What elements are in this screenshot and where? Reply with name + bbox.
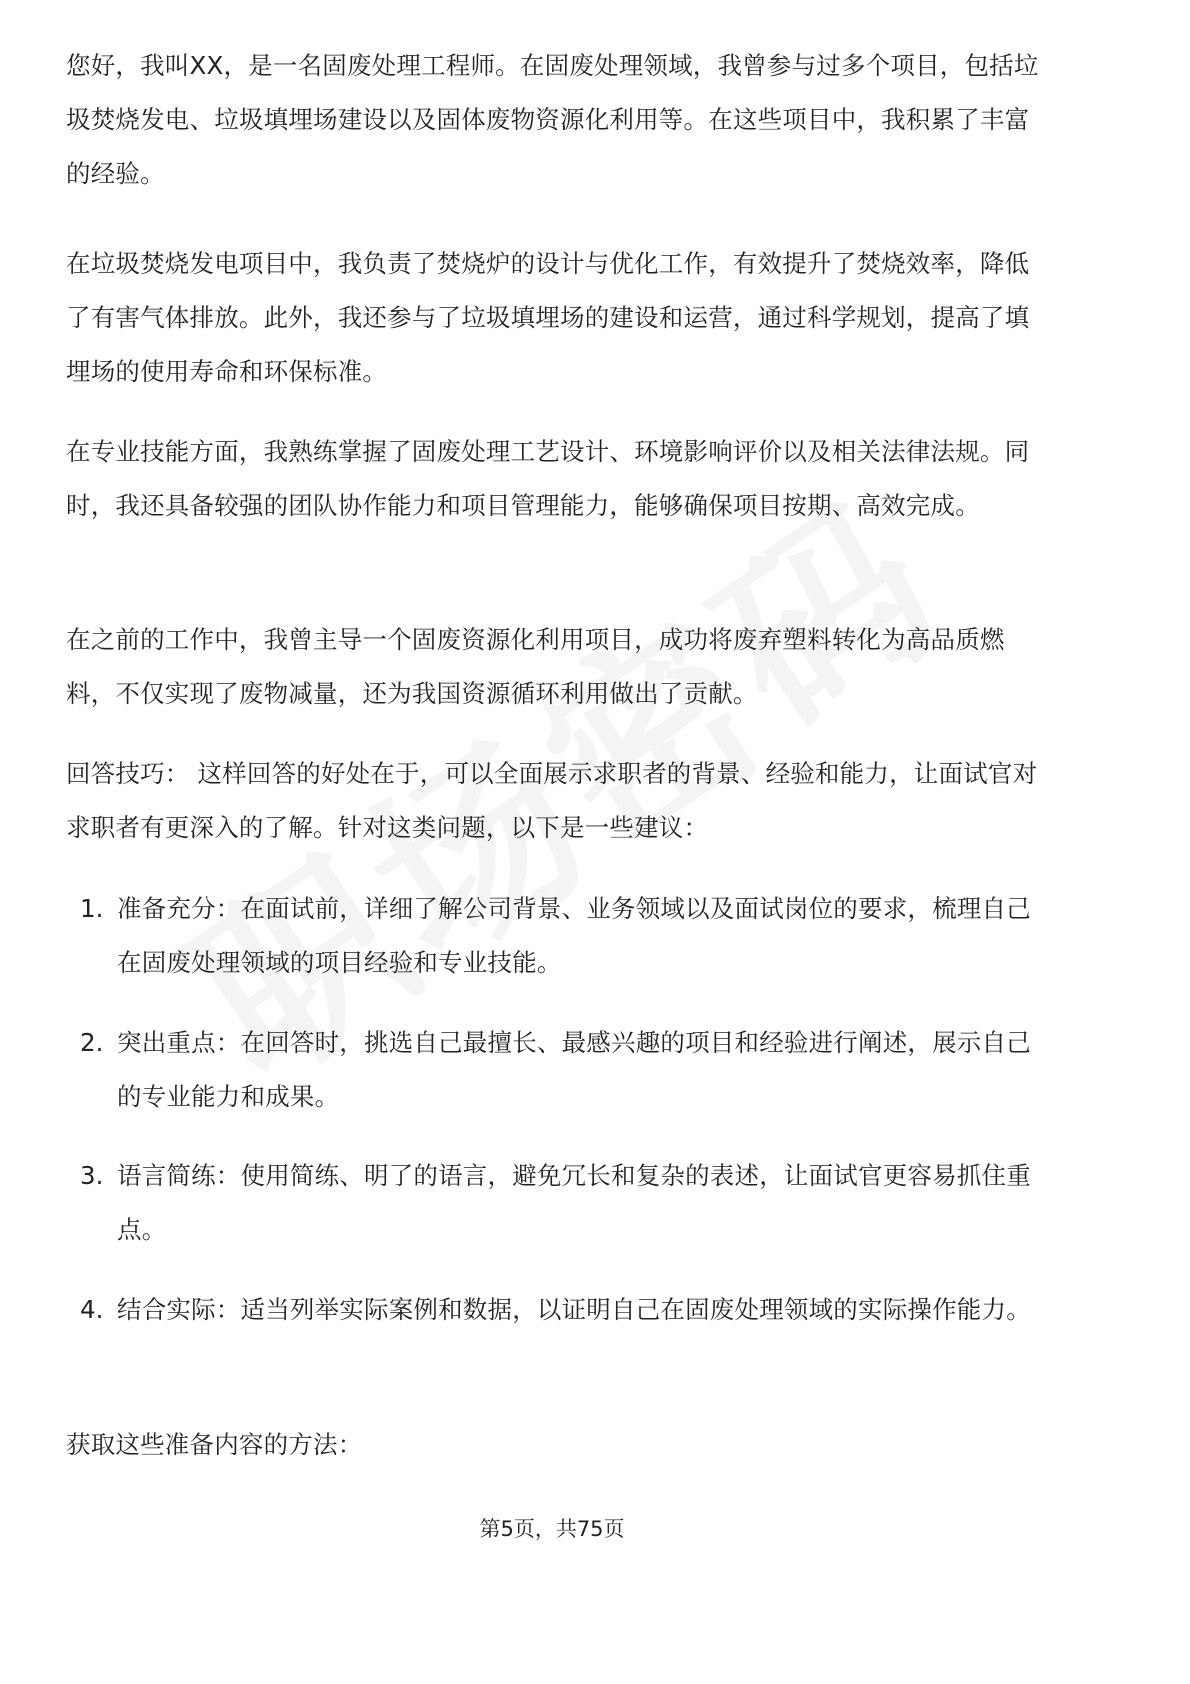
page-footer: 第5页，共75页: [479, 1517, 625, 1541]
list-number: 2.: [80, 1028, 104, 1057]
closing-line: 获取这些准备内容的方法：: [66, 1430, 363, 1459]
list-number: 1.: [80, 894, 104, 923]
list-item: 结合实际：适当列举实际案例和数据，以证明自己在固废处理领域的实际操作能力。: [117, 1295, 1031, 1324]
list-item: 准备充分：在面试前，详细了解公司背景、业务领域以及面试岗位的要求，梳理自己在固废处理领域的项目经验和专业技能。: [117, 894, 1031, 977]
list-number: 3.: [80, 1161, 104, 1190]
paragraph-incineration: 在垃圾焚烧发电项目中，我负责了焚烧炉的设计与优化工作，有效提升了焚烧效率，降低了有害气体排放。此外，我还参与了垃圾填埋场的建设和运营，通过科学规划，提高了填埋场的使用寿命和环保标准。: [66, 249, 1030, 386]
list-number: 4.: [80, 1295, 104, 1324]
paragraph-skills: 在专业技能方面，我熟练掌握了固废处理工艺设计、环境影响评价以及相关法律法规。同时，我还具备较强的团队协作能力和项目管理能力，能够确保项目按期、高效完成。: [66, 437, 1030, 520]
paragraph-intro: 您好，我叫XX，是一名固废处理工程师。在固废处理领域，我曾参与过多个项目，包括垃圾焚烧发电、垃圾填埋场建设以及固体废物资源化利用等。在这些项目中，我积累了丰富的经验。: [66, 51, 1039, 188]
paragraph-achievement: 在之前的工作中，我曾主导一个固废资源化利用项目，成功将废弃塑料转化为高品质燃料，不仅实现了废物减量，还为我国资源循环利用做出了贡献。: [66, 625, 1005, 708]
paragraph-tips: 回答技巧： 这样回答的好处在于，可以全面展示求职者的背景、经验和能力，让面试官对求职者有更深入的了解。针对这类问题，以下是一些建议：: [66, 759, 1038, 842]
list-item: 突出重点：在回答时，挑选自己最擅长、最感兴趣的项目和经验进行阐述，展示自己的专业能力和成果。: [117, 1028, 1031, 1111]
list-item: 语言简练：使用简练、明了的语言，避免冗长和复杂的表述，让面试官更容易抓住重点。: [117, 1161, 1031, 1244]
